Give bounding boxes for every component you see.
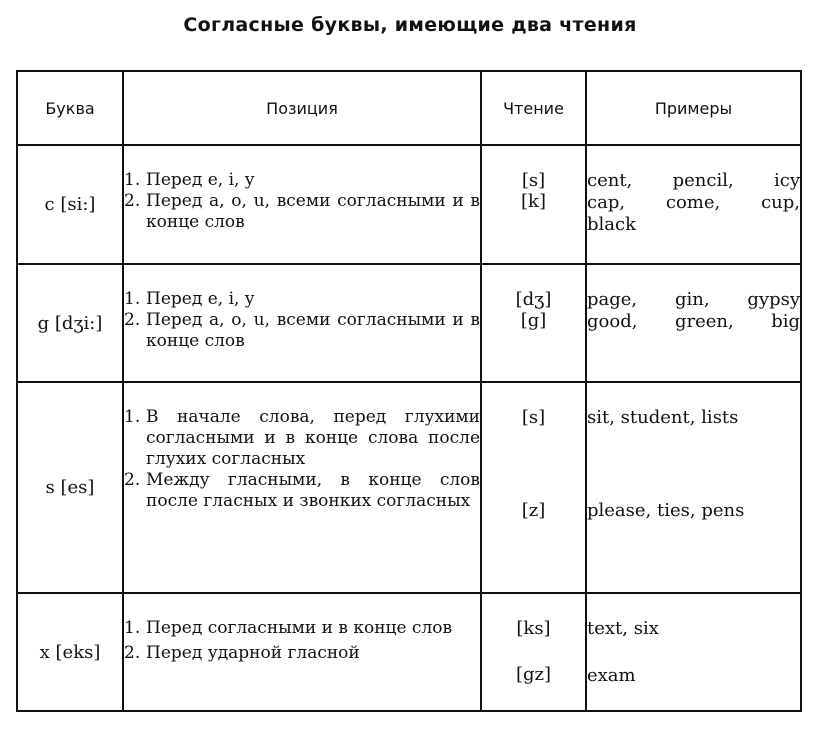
examples-cell	[586, 593, 801, 711]
example-line: cent, pencil, icy	[587, 170, 800, 191]
position-cell	[123, 382, 481, 593]
header-examples: Примеры	[586, 71, 801, 145]
reading-value: [dʒ]	[515, 289, 552, 310]
letter-cell: x [eks]	[17, 593, 123, 711]
examples-cell	[586, 145, 801, 264]
header-row	[17, 71, 801, 145]
reading-cell	[481, 382, 586, 593]
position-cell	[123, 593, 481, 711]
table-row	[17, 382, 801, 593]
position-item: 2. Между гласными, в конце слов после гласных и звонких согласных	[124, 470, 480, 511]
position-cell	[123, 264, 481, 382]
example-line: text, six	[587, 618, 659, 639]
table-row	[17, 264, 801, 382]
reading-value: [ks]	[516, 618, 551, 639]
position-cell	[123, 145, 481, 264]
header-letter: Буква	[17, 71, 123, 145]
consonants-table	[16, 70, 802, 712]
reading-value: [gz]	[515, 664, 552, 685]
example-line: black	[587, 214, 636, 235]
reading-cell	[481, 145, 586, 264]
header-position: Позиция	[123, 71, 481, 145]
position-item: 2. Перед а, о, u, всеми согласными и в конце слов	[124, 191, 480, 232]
reading-value: [s]	[521, 407, 546, 428]
reading-cell	[481, 593, 586, 711]
example-line: sit, student, lists	[587, 407, 739, 428]
reading-value: [k]	[521, 191, 546, 212]
letter-cell: с [si:]	[17, 145, 123, 264]
header-reading: Чтение	[481, 71, 586, 145]
table-row	[17, 145, 801, 264]
position-item: 1. Перед согласными и в конце слов	[124, 618, 453, 638]
page-title: Согласные буквы, имеющие два чтения	[183, 14, 637, 36]
position-item: 1. В начале слова, перед глухими согласными и в конце слова после глухих согласных	[124, 407, 480, 469]
examples-cell	[586, 264, 801, 382]
position-item: 2. Перед ударной гласной	[124, 643, 360, 663]
position-item: 1. Перед e, i, y	[124, 170, 255, 190]
example-line: page, gin, gypsy	[587, 289, 800, 310]
example-line: cap, come, cup,	[587, 192, 800, 213]
examples-cell	[586, 382, 801, 593]
example-line: exam	[587, 665, 636, 686]
letter-cell: s [es]	[17, 382, 123, 593]
reading-cell	[481, 264, 586, 382]
reading-value: [z]	[521, 500, 546, 521]
reading-value: [s]	[521, 170, 546, 191]
reading-value: [g]	[520, 310, 547, 331]
letter-cell: g [dʒi:]	[17, 264, 123, 382]
position-item: 1. Перед e, i, y	[124, 289, 255, 309]
example-line: good, green, big	[587, 311, 800, 332]
example-line: please, ties, pens	[587, 500, 745, 521]
table-row	[17, 593, 801, 711]
position-item: 2. Перед a, о, u, всеми согласными и в конце слов	[124, 310, 480, 351]
